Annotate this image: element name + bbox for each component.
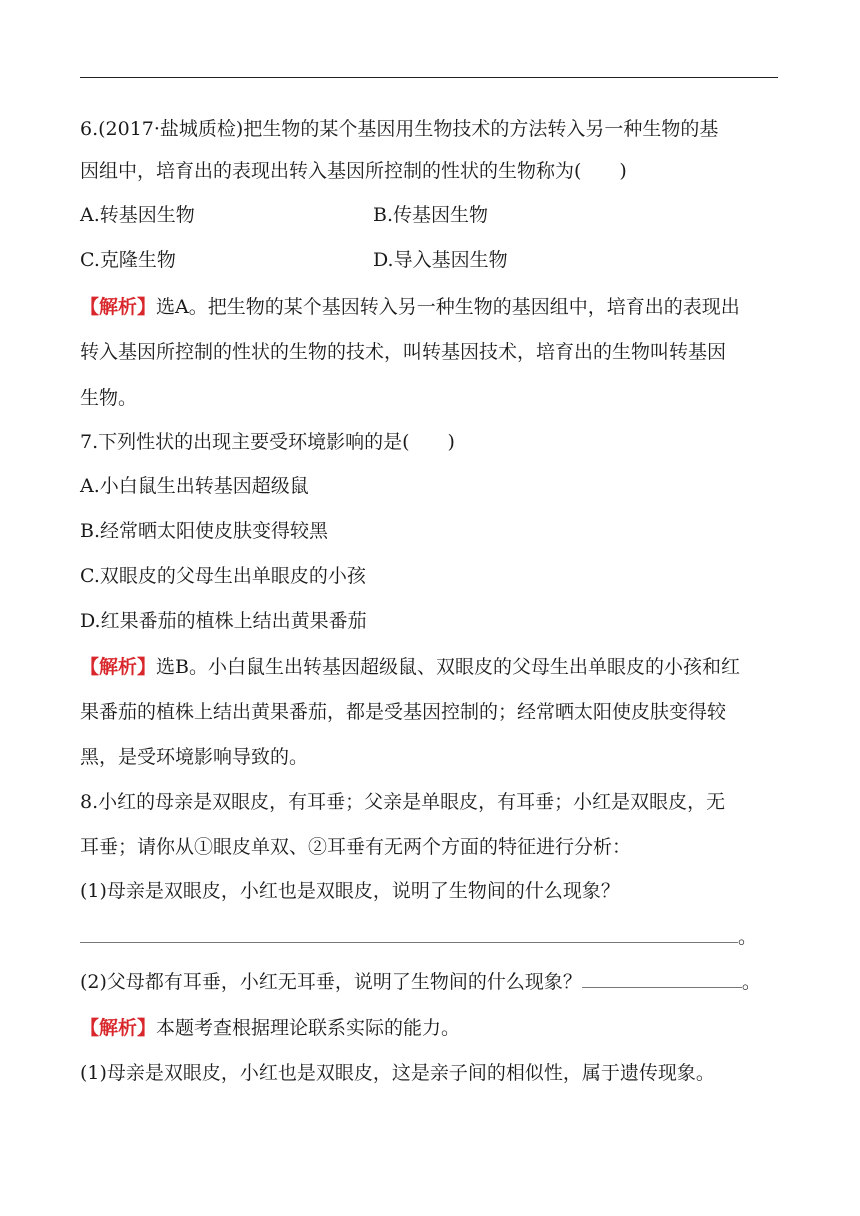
q7-stem: 7.下列性状的出现主要受环境影响的是( )	[80, 431, 455, 453]
q6-analysis-text1: 选A。把生物的某个基因转入另一种生物的基因组中，培育出的表现出	[156, 296, 740, 318]
q8-sub1: (1)母亲是双眼皮，小红也是双眼皮，说明了生物间的什么现象？	[80, 880, 620, 902]
q7-option-b: B.经常晒太阳使皮肤变得较黑	[80, 520, 329, 542]
q6-stem-line1: 6.(2017·盐城质检)把生物的某个基因用生物技术的方法转入另一种生物的基	[80, 118, 719, 140]
q6-option-a: A.转基因生物	[80, 204, 195, 226]
q7-analysis-text1: 选B。小白鼠生出转基因超级鼠、双眼皮的父母生出单眼皮的小孩和红	[156, 656, 740, 678]
q7-analysis-line2: 果番茄的植株上结出黄果番茄，都是受基因控制的；经常晒太阳使皮肤变得较	[80, 701, 727, 723]
q6-analysis-line1	[80, 295, 740, 319]
q7-analysis-line1	[80, 655, 740, 679]
q6-option-c: C.克隆生物	[80, 249, 176, 271]
q6-option-d: D.导入基因生物	[373, 249, 508, 271]
q8-sub1-blank[interactable]	[80, 924, 738, 943]
q6-options-row2	[80, 248, 508, 272]
q6-options-row1	[80, 203, 489, 227]
header-rule	[80, 77, 778, 78]
q6-analysis-tag: 【解析】	[80, 296, 157, 318]
q8-answer1: (1)母亲是双眼皮，小红也是双眼皮，这是亲子间的相似性，属于遗传现象。	[80, 1062, 715, 1084]
q8-sub1-answer-line	[80, 924, 757, 949]
q8-sub1-end: 。	[738, 926, 758, 948]
q8-stem-line2: 耳垂；请你从①眼皮单双、②耳垂有无两个方面的特征进行分析：	[80, 836, 632, 858]
q7-option-d: D.红果番茄的植株上结出黄果番茄	[80, 610, 367, 632]
q8-sub2-line	[80, 969, 761, 994]
q8-analysis-tag: 【解析】	[80, 1017, 157, 1039]
q7-analysis-line3: 黑，是受环境影响导致的。	[80, 746, 309, 768]
q6-analysis-line3: 生物。	[80, 387, 138, 409]
q8-analysis-line1	[80, 1016, 460, 1040]
q7-analysis-tag: 【解析】	[80, 656, 157, 678]
q6-analysis-line2: 转入基因所控制的性状的生物的技术，叫转基因技术，培育出的生物叫转基因	[80, 341, 727, 363]
q7-option-a: A.小白鼠生出转基因超级鼠	[80, 475, 309, 497]
q8-analysis-text1: 本题考查根据理论联系实际的能力。	[156, 1017, 461, 1039]
q6-stem-line2: 因组中，培育出的表现出转入基因所控制的性状的生物称为( )	[80, 160, 627, 182]
q8-sub2-blank[interactable]	[582, 969, 742, 988]
q8-stem-line1: 8.小红的母亲是双眼皮，有耳垂；父亲是单眼皮，有耳垂；小红是双眼皮，无	[80, 791, 726, 813]
q8-sub2: (2)父母都有耳垂，小红无耳垂，说明了生物间的什么现象？	[80, 971, 582, 993]
q6-option-b: B.传基因生物	[373, 204, 489, 226]
q7-option-c: C.双眼皮的父母生出单眼皮的小孩	[80, 565, 366, 587]
q8-sub2-end: 。	[741, 971, 761, 993]
